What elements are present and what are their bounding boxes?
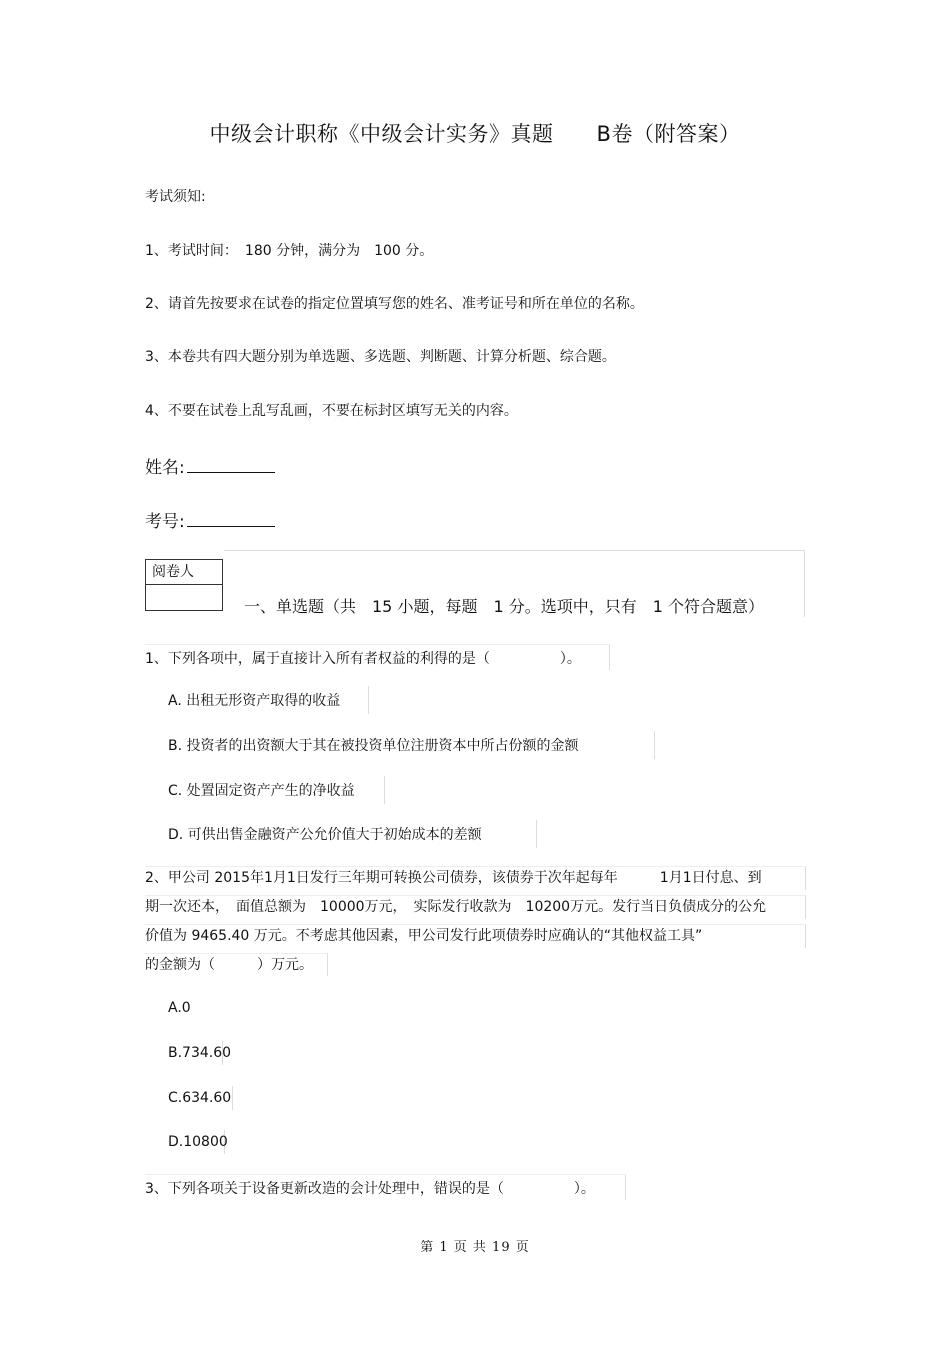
name-field[interactable]	[145, 453, 275, 478]
name-label: 姓名:	[145, 458, 185, 478]
option-text: C.634.60	[168, 1086, 233, 1110]
question-2-option-c[interactable]	[168, 1086, 233, 1110]
grader-signature-cell[interactable]	[146, 585, 222, 609]
page-footer: 第 1 页 共 19 页	[420, 1240, 530, 1255]
option-text: A. 出租无形资产取得的收益	[168, 686, 369, 714]
exam-number-label: 考号:	[145, 512, 185, 532]
option-text: A.0	[168, 1000, 191, 1016]
notice-item: 2、请首先按要求在试卷的指定位置填写您的姓名、准考证号和所在单位的名称。	[145, 296, 644, 312]
question-1-option-c[interactable]	[168, 776, 385, 804]
notice-item: 1、考试时间： 180 分钟，满分为 100 分。	[145, 243, 434, 259]
option-text: C. 处置固定资产产生的净收益	[168, 776, 385, 804]
grader-box	[145, 559, 223, 611]
question-3	[145, 1174, 626, 1200]
option-text: D. 可供出售金融资产公允价值大于初始成本的差额	[168, 820, 537, 848]
option-text: D.10800	[168, 1130, 225, 1154]
question-2-line	[145, 953, 328, 976]
question-2-last-line: 的金额为（ ）万元。	[145, 953, 328, 976]
question-2-line: 期一次还本， 面值总额为 10000万元， 实际发行收款为 10200万元。发行当日负债成分的公允	[145, 895, 806, 919]
question-1-option-b[interactable]	[168, 731, 655, 759]
question-1-option-d[interactable]	[168, 820, 537, 848]
notice-item: 3、本卷共有四大题分别为单选题、多选题、判断题、计算分析题、综合题。	[145, 349, 616, 365]
section-title: 一、单选题（共 15 小题，每题 1 分。选项中，只有 1 个符合题意）	[244, 597, 764, 616]
question-1-text: 1、下列各项中，属于直接计入所有者权益的利得的是（ ）。	[145, 644, 610, 670]
question-1	[145, 644, 610, 670]
question-2-option-d[interactable]	[168, 1130, 228, 1154]
name-blank[interactable]	[187, 456, 275, 473]
exam-number-field[interactable]	[145, 507, 275, 532]
question-2-option-b[interactable]	[168, 1041, 232, 1065]
exam-number-blank[interactable]	[187, 510, 275, 527]
option-text: B. 投资者的出资额大于其在被投资单位注册资本中所占份额的金额	[168, 731, 655, 759]
grader-label: 阅卷人	[146, 560, 222, 585]
notice-heading: 考试须知:	[145, 189, 206, 205]
notice-item: 4、不要在试卷上乱写乱画，不要在标封区填写无关的内容。	[145, 403, 518, 419]
question-3-text: 3、下列各项关于设备更新改造的会计处理中，错误的是（ ）。	[145, 1174, 626, 1200]
question-1-option-a[interactable]	[168, 686, 369, 714]
option-text: B.734.60	[168, 1041, 223, 1065]
question-2-option-a[interactable]	[168, 1000, 191, 1016]
question-2-line: 价值为 9465.40 万元。不考虑其他因素，甲公司发行此项债券时应确认的“其他权益工具”	[145, 924, 806, 948]
page-title: 中级会计职称《中级会计实务》真题 B卷（附答案）	[209, 122, 741, 146]
question-2-line: 2、甲公司 2015年1月1日发行三年期可转换公司债券，该债券于次年起每年 1月1日付息、到	[145, 866, 806, 890]
